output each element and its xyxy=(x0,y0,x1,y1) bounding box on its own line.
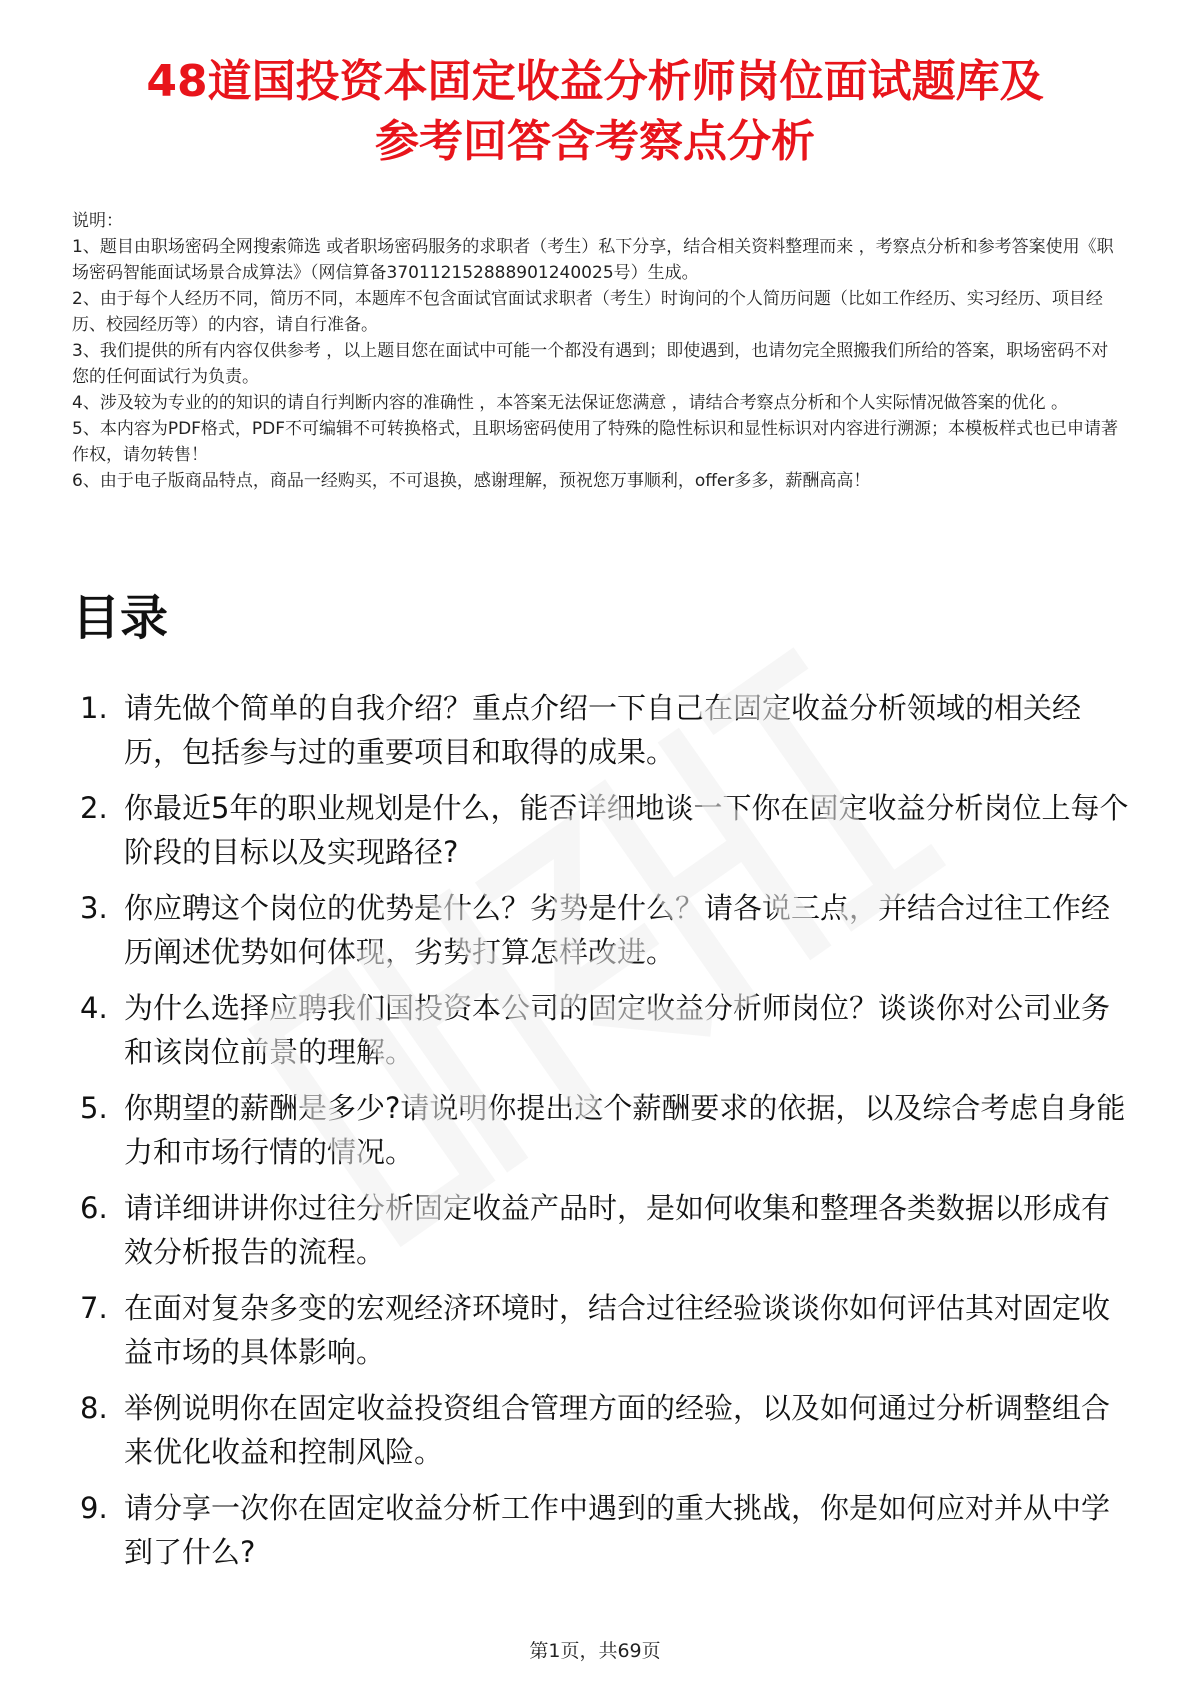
note-item: 2、由于每个人经历不同，简历不同，本题库不包含面试官面试求职者（考生）时询问的个人简历问题（比如工作经历、实习经历、项目经历、校园经历等）的内容，请自行准备。 xyxy=(72,289,1103,335)
toc-item-text: 请分享一次你在固定收益分析工作中遇到的重大挑战，你是如何应对并从中学到了什么? xyxy=(124,1491,1111,1569)
notes-label: 说明： xyxy=(72,211,123,231)
note-item: 3、我们提供的所有内容仅供参考 ，以上题目您在面试中可能一个都没有遇到；即使遇到，也请勿完全照搬我们所给的答案，职场密码不对您的任何面试行为负责。 xyxy=(72,341,1109,387)
toc-item-number: 8. xyxy=(80,1391,108,1425)
toc-item-text: 请详细讲讲你过往分析固定收益产品时，是如何收集和整理各类数据以形成有效分析报告的流程。 xyxy=(124,1191,1111,1269)
toc-item-number: 3. xyxy=(80,891,108,925)
toc-item xyxy=(72,1186,1132,1274)
toc-item-text: 你应聘这个岗位的优势是什么？劣势是什么？请各说三点，并结合过往工作经历阐述优势如何体现，劣势打算怎样改进。 xyxy=(124,891,1111,969)
toc-item-text: 在面对复杂多变的宏观经济环境时，结合过往经验谈谈你如何评估其对固定收益市场的具体影响。 xyxy=(124,1291,1111,1369)
document-title xyxy=(70,52,1120,172)
title-line-1: 48道国投资本固定收益分析师岗位面试题库及 xyxy=(146,56,1044,107)
toc-item xyxy=(72,1386,1132,1474)
toc-item-number: 2. xyxy=(80,791,108,825)
toc-item-number: 6. xyxy=(80,1191,108,1225)
toc-item xyxy=(72,786,1132,874)
toc-item xyxy=(72,886,1132,974)
toc-item-number: 7. xyxy=(80,1291,108,1325)
toc-item xyxy=(72,686,1132,774)
toc-item-text: 请先做个简单的自我介绍？重点介绍一下自己在固定收益分析领域的相关经历，包括参与过的重要项目和取得的成果。 xyxy=(124,691,1082,769)
toc-item-number: 1. xyxy=(80,691,108,725)
toc-item-text: 你最近5年的职业规划是什么，能否详细地谈一下你在固定收益分析岗位上每个阶段的目标以及实现路径? xyxy=(124,791,1129,869)
toc-item-number: 5. xyxy=(80,1091,108,1125)
toc-list xyxy=(72,686,1132,1586)
toc-item xyxy=(72,986,1132,1074)
page-footer: 第1页，共69页 xyxy=(529,1640,661,1662)
toc-heading: 目录 xyxy=(72,590,169,646)
toc-item-number: 4. xyxy=(80,991,108,1025)
toc-item-text: 你期望的薪酬是多少?请说明你提出这个薪酬要求的依据，以及综合考虑自身能力和市场行情的情况。 xyxy=(124,1091,1126,1169)
title-line-2: 参考回答含考察点分析 xyxy=(375,116,815,167)
toc-item xyxy=(72,1486,1132,1574)
toc-item-text: 为什么选择应聘我们国投资本公司的固定收益分析师岗位？谈谈你对公司业务和该岗位前景的理解。 xyxy=(124,991,1111,1069)
note-item: 5、本内容为PDF格式，PDF不可编辑不可转换格式，且职场密码使用了特殊的隐性标识和显性标识对内容进行溯源；本模板样式也已申请著作权，请勿转售！ xyxy=(72,419,1119,465)
toc-item-text: 举例说明你在固定收益投资组合管理方面的经验，以及如何通过分析调整组合来优化收益和控制风险。 xyxy=(124,1391,1111,1469)
note-item: 1、题目由职场密码全网搜索筛选 或者职场密码服务的求职者（考生）私下分享，结合相关资料整理而来 ，考察点分析和参考答案使用《职场密码智能面试场景合成算法》（网信算备370112152888901240025号）生成。 xyxy=(72,237,1114,283)
toc-item xyxy=(72,1086,1132,1174)
toc-item xyxy=(72,1286,1132,1374)
toc-item-number: 9. xyxy=(80,1491,108,1525)
notes-section xyxy=(72,208,1122,494)
note-item: 4、涉及较为专业的的知识的请自行判断内容的准确性 ，本答案无法保证您满意 ，请结合考察点分析和个人实际情况做答案的优化 。 xyxy=(72,393,1069,413)
note-item: 6、由于电子版商品特点，商品一经购买，不可退换，感谢理解，预祝您万事顺利，offer多多，薪酬高高！ xyxy=(72,471,871,491)
